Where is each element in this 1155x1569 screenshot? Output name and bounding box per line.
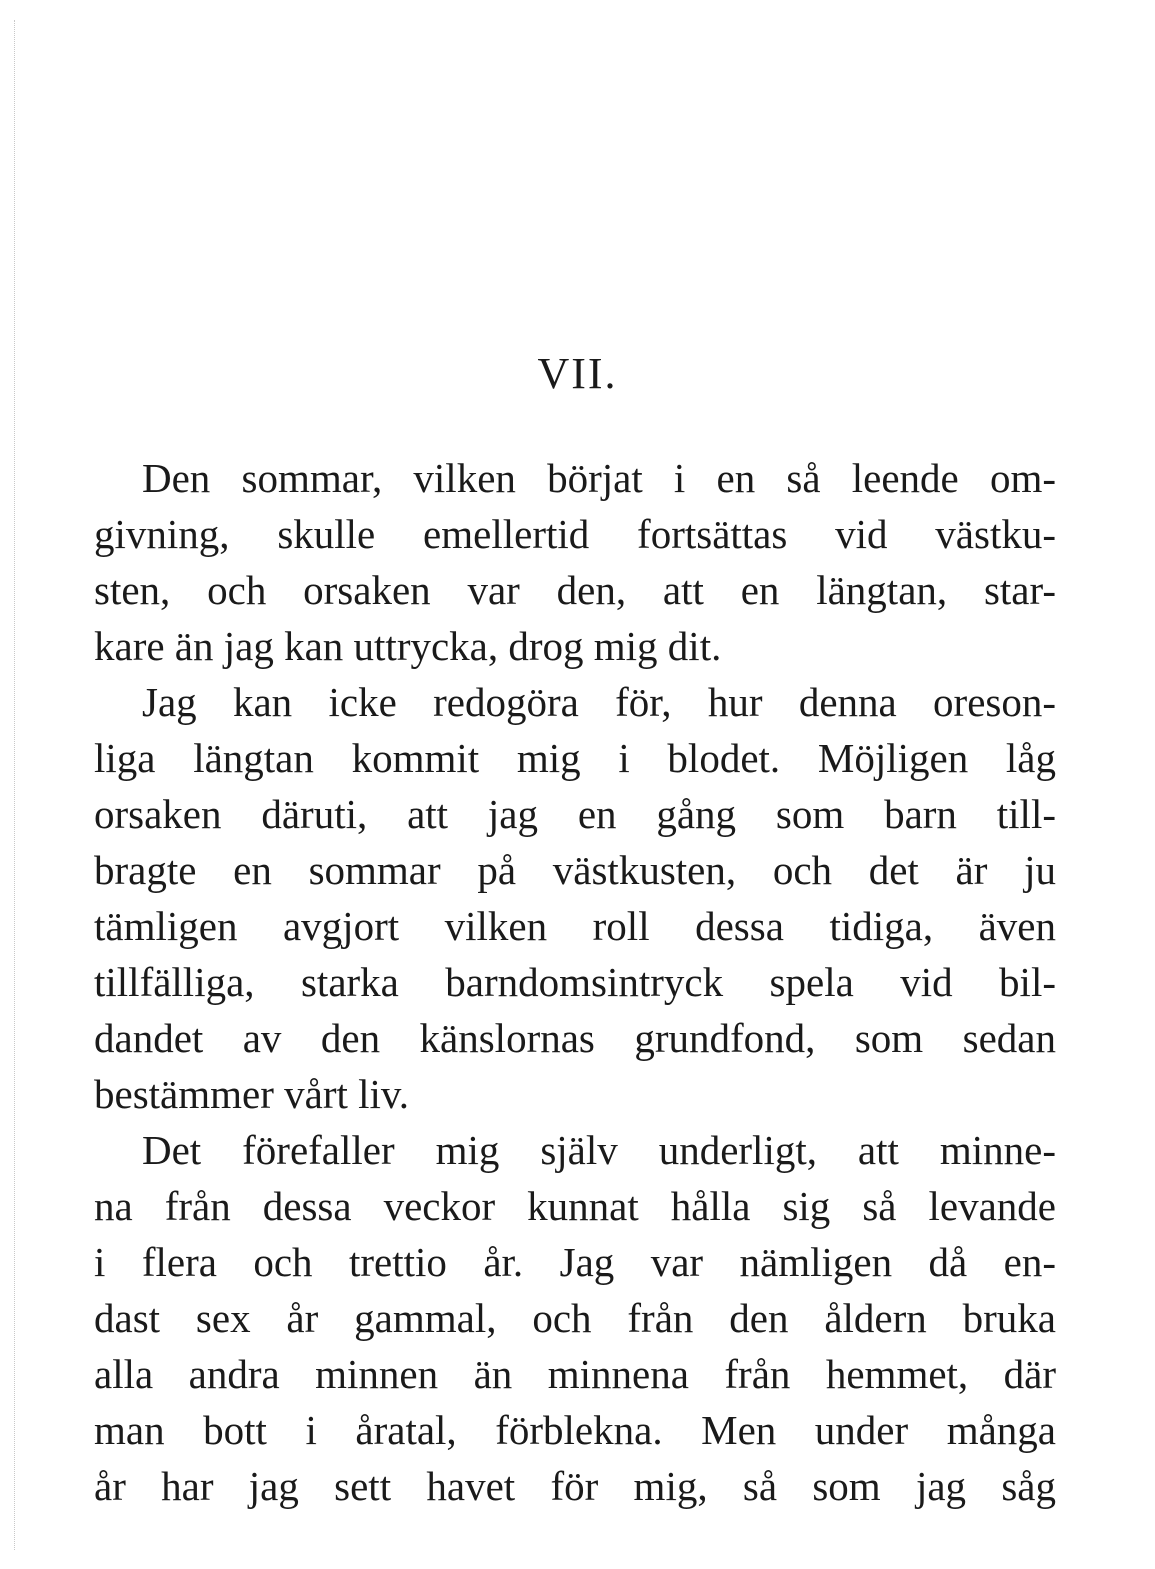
text-line: Jag kan icke redogöra för, hur denna oreson-	[142, 679, 1056, 725]
text-line: kare än jag kan uttrycka, drog mig dit.	[94, 623, 722, 669]
text-line: liga längtan kommit mig i blodet. Möjligen låg	[94, 735, 1056, 781]
text-line: dandet av den känslornas grundfond, som sedan	[94, 1015, 1056, 1061]
text-line: år har jag sett havet för mig, så som jag såg	[94, 1463, 1056, 1509]
text-line: bestämmer vårt liv.	[94, 1071, 409, 1117]
text-line: Det förefaller mig själv underligt, att minne-	[142, 1127, 1056, 1173]
paragraph-2	[94, 674, 1056, 1122]
text-line: na från dessa veckor kunnat hålla sig så levande	[94, 1183, 1056, 1229]
paragraph-1	[94, 450, 1056, 674]
text-line: tämligen avgjort vilken roll dessa tidiga, även	[94, 903, 1056, 949]
text-line: bragte en sommar på västkusten, och det är ju	[94, 847, 1056, 893]
text-line: Den sommar, vilken börjat i en så leende om-	[142, 455, 1056, 501]
paragraph-3	[94, 1122, 1056, 1514]
body-text	[94, 450, 1056, 1514]
text-line: orsaken däruti, att jag en gång som barn till-	[94, 791, 1056, 837]
text-line: i flera och trettio år. Jag var nämligen då en-	[94, 1239, 1056, 1285]
text-line: tillfälliga, starka barndomsintryck spela vid bil-	[94, 959, 1056, 1005]
text-line: sten, och orsaken var den, att en längtan, star-	[94, 567, 1056, 613]
text-line: dast sex år gammal, och från den åldern bruka	[94, 1295, 1056, 1341]
chapter-heading: VII.	[537, 349, 618, 398]
text-line: man bott i åratal, förblekna. Men under många	[94, 1407, 1056, 1453]
page-edge-shadow	[14, 20, 15, 1550]
text-line: givning, skulle emellertid fortsättas vid västku-	[94, 511, 1056, 557]
text-line: alla andra minnen än minnena från hemmet, där	[94, 1351, 1056, 1397]
